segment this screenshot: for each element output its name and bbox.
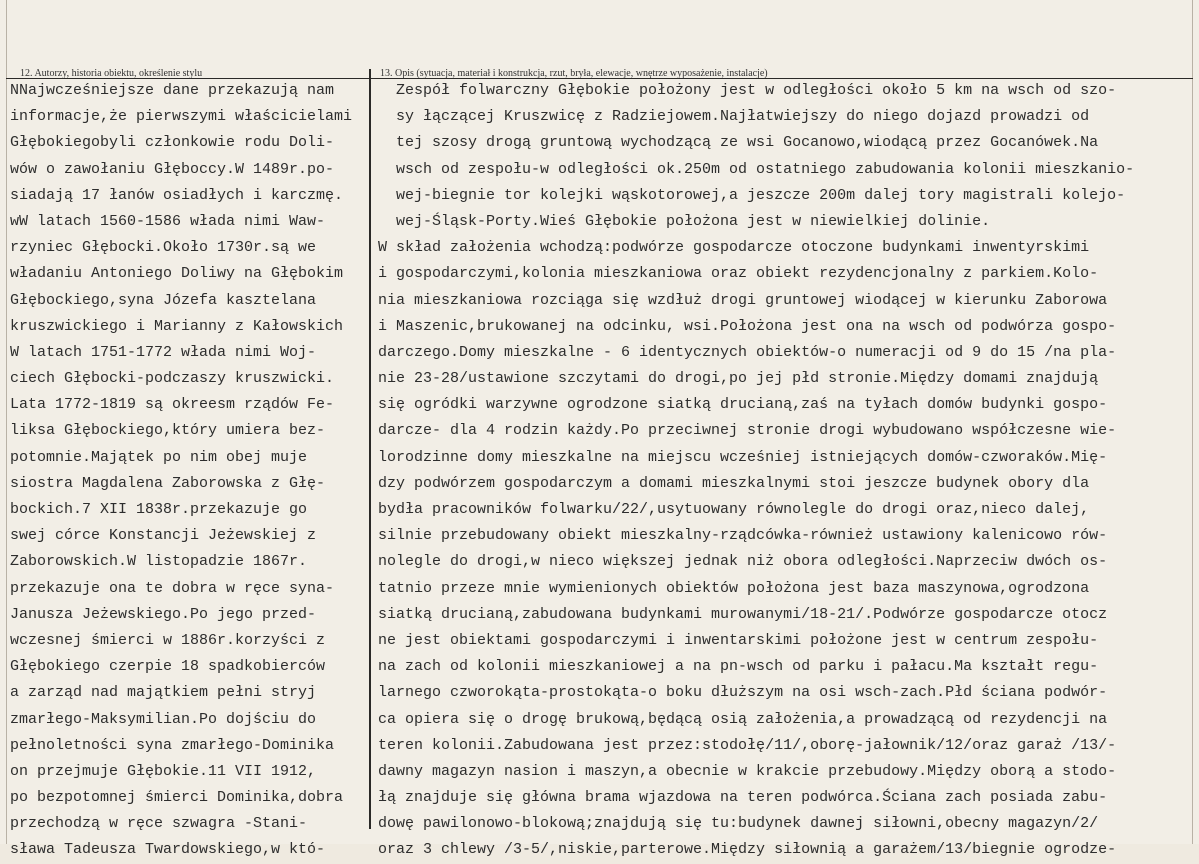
history-text-line: sława Tadeusza Twardowskiego,w któ- <box>10 841 326 859</box>
description-text-line: lorodzinne domy mieszkalne na miejscu wcześniej istniejących domów-czworaków.Mię- <box>378 448 1108 466</box>
history-text-line: Janusza Jeżewskiego.Po jego przed- <box>10 605 317 623</box>
description-text-line: ne jest obiektami gospodarczymi i inwentarskimi położone jest w centrum zespołu- <box>378 631 1099 649</box>
history-text-line: NNajwcześniejsze dane przekazują nam <box>10 82 335 99</box>
description-text-line: siatką drucianą,zabudowana budynkami murowanymi/18-21/.Podwórze gospodarcze otocz <box>378 605 1108 623</box>
history-text-line: siostra Magdalena Zaborowska z Głę- <box>10 474 326 492</box>
description-text-line: Zespół folwarczny Głębokie położony jest w odległości około 5 km na wsch od szo- <box>378 82 1117 99</box>
description-text-line: się ogródki warzywne ogrodzone siatką drucianą,zaś na tyłach domów budynki gospo- <box>378 396 1108 414</box>
description-text-line: dawny magazyn nasion i maszyn,a obecnie w krakcie przebudowy.Między oborą a stodo- <box>378 762 1117 780</box>
description-text-line: teren kolonii.Zabudowana jest przez:stodołę/11/,oborę-jałownik/12/oraz garaż /13/- <box>378 736 1117 754</box>
description-text-line: darcze- dla 4 rodzin każdy.Po przeciwnej stronie drogi wybudowano współczesne wie- <box>378 422 1117 440</box>
history-text-line: przechodzą w ręce szwagra -Stani- <box>10 815 308 833</box>
description-text-line: nolegle do drogi,w nieco większej jednak niż obora odległości.Naprzeciw dwóch os- <box>378 553 1108 571</box>
history-text-line: rzyniec Głębocki.Około 1730r.są we <box>10 239 317 257</box>
history-text-line: liksa Głębockiego,który umiera bez- <box>10 422 326 440</box>
description-text-line: i Maszenic,brukowanej na odcinku, wsi.Położona jest ona na wsch od podwórza gospo- <box>378 317 1117 335</box>
description-text-line: silnie przebudowany obiekt mieszkalny-rządcówka-również ustawiony kalenicowo rów- <box>378 527 1108 545</box>
history-text-line: swej córce Konstancji Jeżewskiej z <box>10 527 317 545</box>
description-text-line: i gospodarczymi,kolonia mieszkaniowa oraz obiekt rezydencjonalny z parkiem.Kolo- <box>378 265 1099 283</box>
history-text-line: pełnoletności syna zmarłego-Dominika <box>10 736 335 754</box>
history-text-line: ciech Głębocki-podczaszy kruszwicki. <box>10 370 335 388</box>
history-text-line: Głębokiego czerpie 18 spadkobierców <box>10 658 326 676</box>
right-column-header: 13. Opis (sytuacja, materiał i konstrukcja, rzut, bryła, elewacje, wnętrze wyposażenie, instalacje) <box>380 68 768 79</box>
history-text-line: po bezpotomnej śmierci Dominika,dobra <box>10 789 344 807</box>
description-text-line: W skład założenia wchodzą:podwórze gospodarcze otoczone budynkami inwentyrskimi <box>378 239 1090 257</box>
history-text-line: W latach 1751-1772 włada nimi Woj- <box>10 343 317 361</box>
description-text-line: nia mieszkaniowa rozciąga się wzdłuż drogi gruntowej wiodącej w kierunku Zaborowa <box>378 291 1108 309</box>
description-text-line: dzy podwórzem gospodarczym a domami mieszkalnymi stoi jeszcze budynek obory dla <box>378 474 1090 492</box>
column-divider <box>369 69 371 829</box>
history-text-line: wW latach 1560-1586 włada nimi Waw- <box>10 212 326 230</box>
description-text-line: dowę pawilonowo-blokową;znajdują się tu:budynek dawnej siłowni,obecny magazyn/2/ <box>378 815 1099 833</box>
description-text-line: nie 23-28/ustawione szczytami do drogi,po jej płd stronie.Między domami znajdują <box>378 370 1099 388</box>
history-text-line: wów o zawołaniu Głęboccy.W 1489r.po- <box>10 160 335 178</box>
history-text-line: informacje,że pierwszymi właścicielami <box>10 108 353 126</box>
history-text-line: bockich.7 XII 1838r.przekazuje go <box>10 501 308 518</box>
description-text-line: wej-Śląsk-Porty.Wieś Głębokie położona jest w niewielkiej dolinie. <box>378 212 991 230</box>
description-text-line: sy łączącej Kruszwicę z Radziejowem.Najłatwiejszy do niego dojazd prowadzi od <box>378 108 1090 126</box>
description-text-line: wsch od zespołu-w odległości ok.250m od ostatniego zabudowania kolonii mieszkanio- <box>378 160 1135 178</box>
description-text-line: łą znajduje się główna brama wjazdowa na teren podwórca.Ściana zach posiada zabu- <box>378 789 1108 807</box>
history-text-line: on przejmuje Głębokie.11 VII 1912, <box>10 762 317 780</box>
page-border-left <box>6 0 7 844</box>
description-text-column <box>378 78 1194 864</box>
history-text-line: a zarząd nad majątkiem pełni stryj <box>10 684 317 702</box>
history-text-column <box>10 78 368 864</box>
history-text-line: zmarłego-Maksymilian.Po dojściu do <box>10 710 317 728</box>
history-text-line: władaniu Antoniego Doliwy na Głębokim <box>10 265 344 283</box>
description-text-line: na zach od kolonii mieszkaniowej a na pn-wsch od parku i pałacu.Ma kształt regu- <box>378 658 1099 676</box>
history-text-line: Zaborowskich.W listopadzie 1867r. <box>10 553 308 571</box>
history-text-line: Lata 1772-1819 są okreesm rządów Fe- <box>10 396 335 414</box>
left-column-header: 12. Autorzy, historia obiektu, określenie stylu <box>20 68 203 79</box>
description-text-line: tej szosy drogą gruntową wychodzącą ze wsi Gocanowo,wiodącą przez Gocanówek.Na <box>378 134 1099 152</box>
description-text-line: larnego czworokąta-prostokąta-o boku dłuższym na osi wsch-zach.Płd ściana podwór- <box>378 684 1108 702</box>
history-text-line: przekazuje ona te dobra w ręce syna- <box>10 579 335 597</box>
history-text-line: wczesnej śmierci w 1886r.korzyści z <box>10 631 326 649</box>
history-text-line: potomnie.Majątek po nim obej muje <box>10 448 308 466</box>
description-text-line: ca opiera się o drogę brukową,będącą osią założenia,a prowadzącą od rezydencji na <box>378 710 1108 728</box>
description-text-line: wej-biegnie tor kolejki wąskotorowej,a jeszcze 200m dalej tory magistrali kolejo- <box>378 186 1126 204</box>
history-text-line: Głębokiegobyli członkowie rodu Doli- <box>10 134 335 152</box>
history-text-line: Głębockiego,syna Józefa kasztelana <box>10 291 317 309</box>
history-text-line: siadają 17 łanów osiadłych i karczmę. <box>10 186 344 204</box>
description-text-line: bydła pracowników folwarku/22/,usytuowany równolegle do drogi oraz,nieco dalej, <box>378 501 1090 518</box>
description-text-line: tatnio przeze mnie wymienionych obiektów położona jest baza maszynowa,ogrodzona <box>378 579 1090 597</box>
description-text-line: oraz 3 chlewy /3-5/,niskie,parterowe.Między siłownią a garażem/13/biegnie ogrodze- <box>378 841 1117 859</box>
description-text-line: darczego.Domy mieszkalne - 6 identycznych obiektów-o numeracji od 9 do 15 /na pla- <box>378 343 1117 361</box>
history-text-line: kruszwickiego i Marianny z Kałowskich <box>10 317 344 335</box>
